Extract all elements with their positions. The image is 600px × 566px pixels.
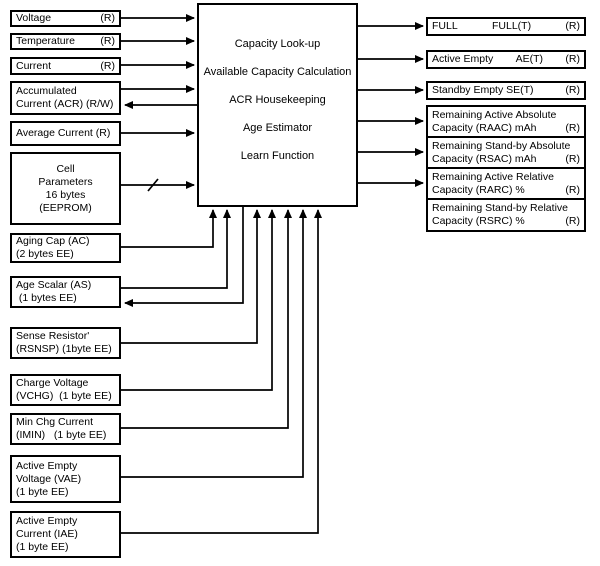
access-flag: (R) xyxy=(565,152,580,165)
access-flag: (R) xyxy=(565,53,580,65)
box-line: Average Current (R) xyxy=(16,127,111,139)
input-box-charge-voltage xyxy=(10,374,121,406)
box-line: Cell xyxy=(56,162,75,175)
box-line: Sense Resistor' xyxy=(16,330,90,342)
input-box-cell-parameters xyxy=(10,152,121,225)
output-box-rsrc xyxy=(426,198,586,232)
box-line: (IMIN) (1 byte EE) xyxy=(16,429,107,441)
output-box-standby-empty xyxy=(426,81,586,100)
register-name: Active Empty xyxy=(432,53,494,65)
input-box-active-empty-current xyxy=(10,511,121,558)
output-box-raac xyxy=(426,105,586,138)
box-line: Age Scalar (AS) xyxy=(16,279,92,291)
box-line: (2 bytes EE) xyxy=(16,248,74,260)
box-line: Remaining Active Relative xyxy=(432,170,554,183)
register-symbol: AE(T) xyxy=(515,53,544,65)
box-line: Remaining Active Absolute xyxy=(432,108,557,121)
input-box-aging-cap xyxy=(10,233,121,263)
box-line: (1 bytes EE) xyxy=(16,292,77,304)
processor-function: Age Estimator xyxy=(242,122,313,134)
register-name: Temperature xyxy=(16,35,75,47)
box-line: Capacity (RAAC) mAh xyxy=(432,121,537,134)
box-line: Min Chg Current xyxy=(16,416,94,428)
processor-function: ACR Housekeeping xyxy=(229,94,326,106)
processor-function: Available Capacity Calculation xyxy=(203,66,352,78)
box-line: (1 byte EE) xyxy=(16,541,69,553)
access-flag: (R) xyxy=(565,215,580,227)
processor-function: Learn Function xyxy=(240,150,315,162)
input-box-accumulated-current xyxy=(10,81,121,115)
box-line: Remaining Stand-by Absolute xyxy=(432,139,571,152)
box-line: Remaining Stand-by Relative xyxy=(432,202,568,214)
box-line: (EEPROM) xyxy=(39,201,92,214)
input-box-active-empty-voltage xyxy=(10,455,121,503)
input-box-sense-resistor xyxy=(10,327,121,359)
input-box-voltage xyxy=(10,10,121,27)
input-box-average-current xyxy=(10,121,121,146)
box-line: Accumulated xyxy=(16,85,77,97)
register-symbol: FULL(T) xyxy=(492,20,532,32)
box-line: Active Empty xyxy=(16,459,78,472)
connector-min-chg-current-input xyxy=(121,210,288,428)
box-line: (1 byte EE) xyxy=(16,485,69,498)
box-line: (RSNSP) (1byte EE) xyxy=(16,343,112,355)
access-flag: (R) xyxy=(565,20,580,32)
box-line: Current (IAE) xyxy=(16,528,78,540)
input-box-min-chg-current xyxy=(10,413,121,445)
box-line: Capacity (RSAC) mAh xyxy=(432,152,537,165)
access-flag: (R) xyxy=(565,121,580,134)
output-box-full xyxy=(426,17,586,36)
register-name: Standby Empty SE(T) xyxy=(432,84,534,96)
box-line: Current (ACR) (R/W) xyxy=(16,98,114,110)
register-name: Current xyxy=(16,59,52,72)
connector-aging-cap-input xyxy=(121,210,213,247)
output-box-active-empty xyxy=(426,50,586,69)
box-line: Parameters xyxy=(38,175,93,188)
processor-function: Capacity Look-up xyxy=(234,38,321,50)
input-box-temperature xyxy=(10,33,121,50)
processor-box xyxy=(197,3,358,207)
output-box-rsac xyxy=(426,136,586,169)
box-line: Voltage (VAE) xyxy=(16,472,82,485)
access-flag: (R) xyxy=(100,59,115,72)
access-flag: (R) xyxy=(100,35,115,47)
box-line: Capacity (RSRC) % xyxy=(432,215,525,227)
access-flag: (R) xyxy=(565,183,580,196)
box-line: Capacity (RARC) % xyxy=(432,183,525,196)
connector-age-scalar-input xyxy=(121,210,227,288)
input-box-current xyxy=(10,57,121,75)
connector-sense-resistor-input xyxy=(121,210,257,343)
connector-charge-voltage-input xyxy=(121,210,272,390)
access-flag: (R) xyxy=(100,12,115,24)
box-line: Charge Voltage xyxy=(16,377,89,389)
box-line: Aging Cap (AC) xyxy=(16,235,90,247)
input-box-age-scalar xyxy=(10,276,121,308)
box-line: Active Empty xyxy=(16,515,78,527)
register-name: Voltage xyxy=(16,12,52,24)
register-name: FULL xyxy=(432,20,458,32)
output-box-rarc xyxy=(426,167,586,200)
access-flag: (R) xyxy=(565,84,580,96)
box-line: 16 bytes xyxy=(45,188,86,201)
box-line: (VCHG) (1 byte EE) xyxy=(16,390,112,402)
